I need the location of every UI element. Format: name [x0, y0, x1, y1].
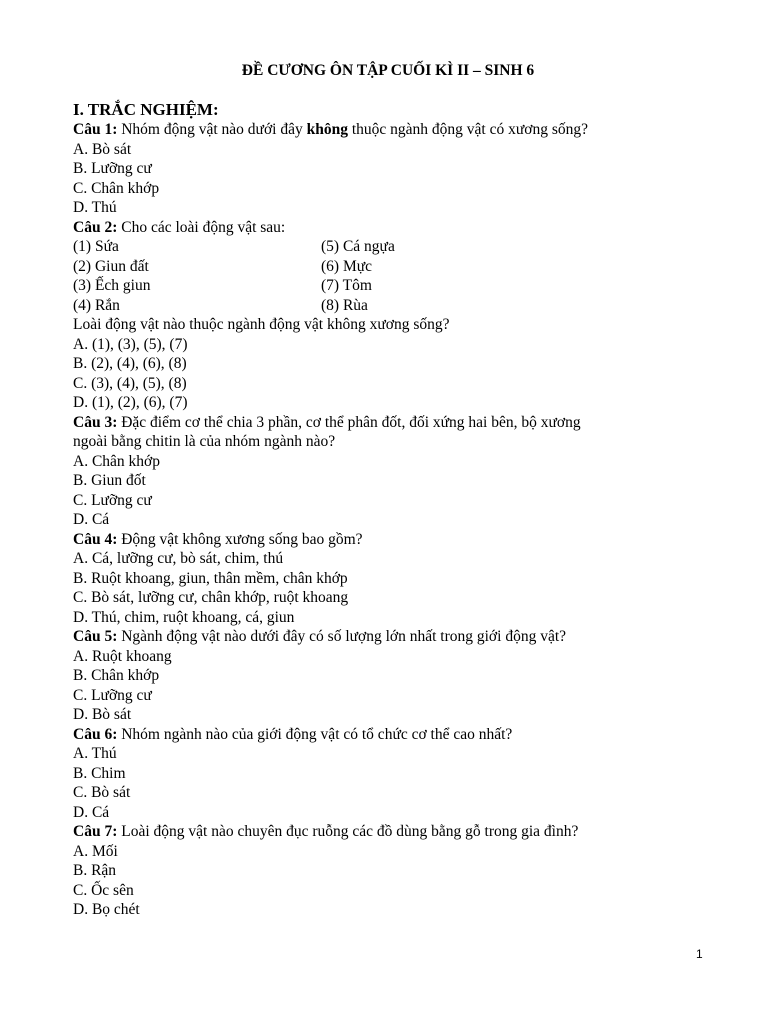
document-title: ĐỀ CƯƠNG ÔN TẬP CUỐI KÌ II – SINH 6: [241, 62, 535, 79]
question-3-continued: ngoài bằng chitin là của nhóm ngành nào?: [73, 433, 336, 450]
answer-option: B. Chim: [73, 764, 126, 782]
question-label: Câu 2:: [73, 218, 118, 236]
answer-option: D. Cá: [73, 511, 110, 528]
answer-option: C. Lưỡng cư: [73, 491, 152, 509]
answer-option: B. (2), (4), (6), (8): [73, 355, 187, 372]
question-1: Câu 1: Nhóm động vật nào dưới đây không thuộc ngành động vật có xương sống?: [73, 121, 588, 138]
answer-option: D. Cá: [73, 803, 110, 821]
question-5: Câu 5: Ngành động vật nào dưới đây có số lượng lớn nhất trong giới động vật?: [73, 628, 567, 645]
question-label: Câu 5:: [73, 628, 118, 645]
question-label: Câu 1:: [73, 121, 118, 138]
answer-option: D. (1), (2), (6), (7): [73, 394, 188, 411]
question-label: Câu 4:: [73, 530, 118, 548]
question-2: Câu 2: Cho các loài động vật sau:: [73, 218, 286, 236]
answer-option: D. Thú: [73, 199, 117, 216]
answer-option: A. Ruột khoang: [73, 647, 172, 665]
animal-list-row: (2) Giun đất (6) Mực: [73, 257, 373, 275]
question-label: Câu 7:: [73, 823, 118, 840]
answer-option: D. Bọ chét: [73, 901, 140, 918]
answer-option: A. Chân khớp: [73, 452, 160, 470]
animal-list-row: (3) Ếch giun (7) Tôm: [73, 277, 372, 294]
question-label: Câu 3:: [73, 413, 118, 431]
answer-option: A. Mối: [73, 842, 118, 860]
animal-list-row: (1) Sứa (5) Cá ngựa: [73, 238, 395, 255]
animal-list-row: (4) Rắn (8) Rùa: [73, 296, 368, 314]
answer-option: A. Thú: [73, 745, 117, 762]
answer-option: C. (3), (4), (5), (8): [73, 374, 187, 392]
answer-option: C. Ốc sên: [73, 881, 134, 899]
question-label: Câu 6:: [73, 725, 118, 743]
question-7: Câu 7: Loài động vật nào chuyên đục ruỗng các đồ dùng bằng gỗ trong gia đình?: [73, 823, 579, 840]
question-2-prompt: Loài động vật nào thuộc ngành động vật không xương sống?: [73, 316, 450, 333]
page-number: 1: [696, 947, 703, 961]
answer-option: D. Thú, chim, ruột khoang, cá, giun: [73, 608, 295, 626]
answer-option: C. Bò sát: [73, 784, 131, 801]
answer-option: C. Chân khớp: [73, 179, 160, 197]
answer-option: B. Rận: [73, 862, 117, 879]
section-heading: I. TRẮC NGHIỆM:: [73, 100, 219, 119]
question-3: Câu 3: Đặc điểm cơ thể chia 3 phần, cơ thể phân đốt, đối xứng hai bên, bộ xương: [73, 413, 581, 431]
answer-option: B. Ruột khoang, giun, thân mềm, chân khớp: [73, 569, 348, 587]
answer-option: B. Chân khớp: [73, 667, 160, 684]
answer-option: D. Bò sát: [73, 706, 132, 723]
answer-option: C. Lưỡng cư: [73, 686, 152, 704]
document-page: [73, 61, 693, 920]
answer-option: A. Cá, lưỡng cư, bò sát, chim, thú: [73, 550, 284, 567]
answer-option: C. Bò sát, lưỡng cư, chân khớp, ruột khoang: [73, 589, 349, 606]
question-6: Câu 6: Nhóm ngành nào của giới động vật có tổ chức cơ thể cao nhất?: [73, 725, 513, 743]
answer-option: A. Bò sát: [73, 140, 132, 158]
answer-option: B. Lưỡng cư: [73, 160, 152, 177]
answer-option: A. (1), (3), (5), (7): [73, 335, 188, 353]
question-4: Câu 4: Động vật không xương sống bao gồm?: [73, 530, 363, 548]
answer-option: B. Giun đốt: [73, 472, 146, 489]
